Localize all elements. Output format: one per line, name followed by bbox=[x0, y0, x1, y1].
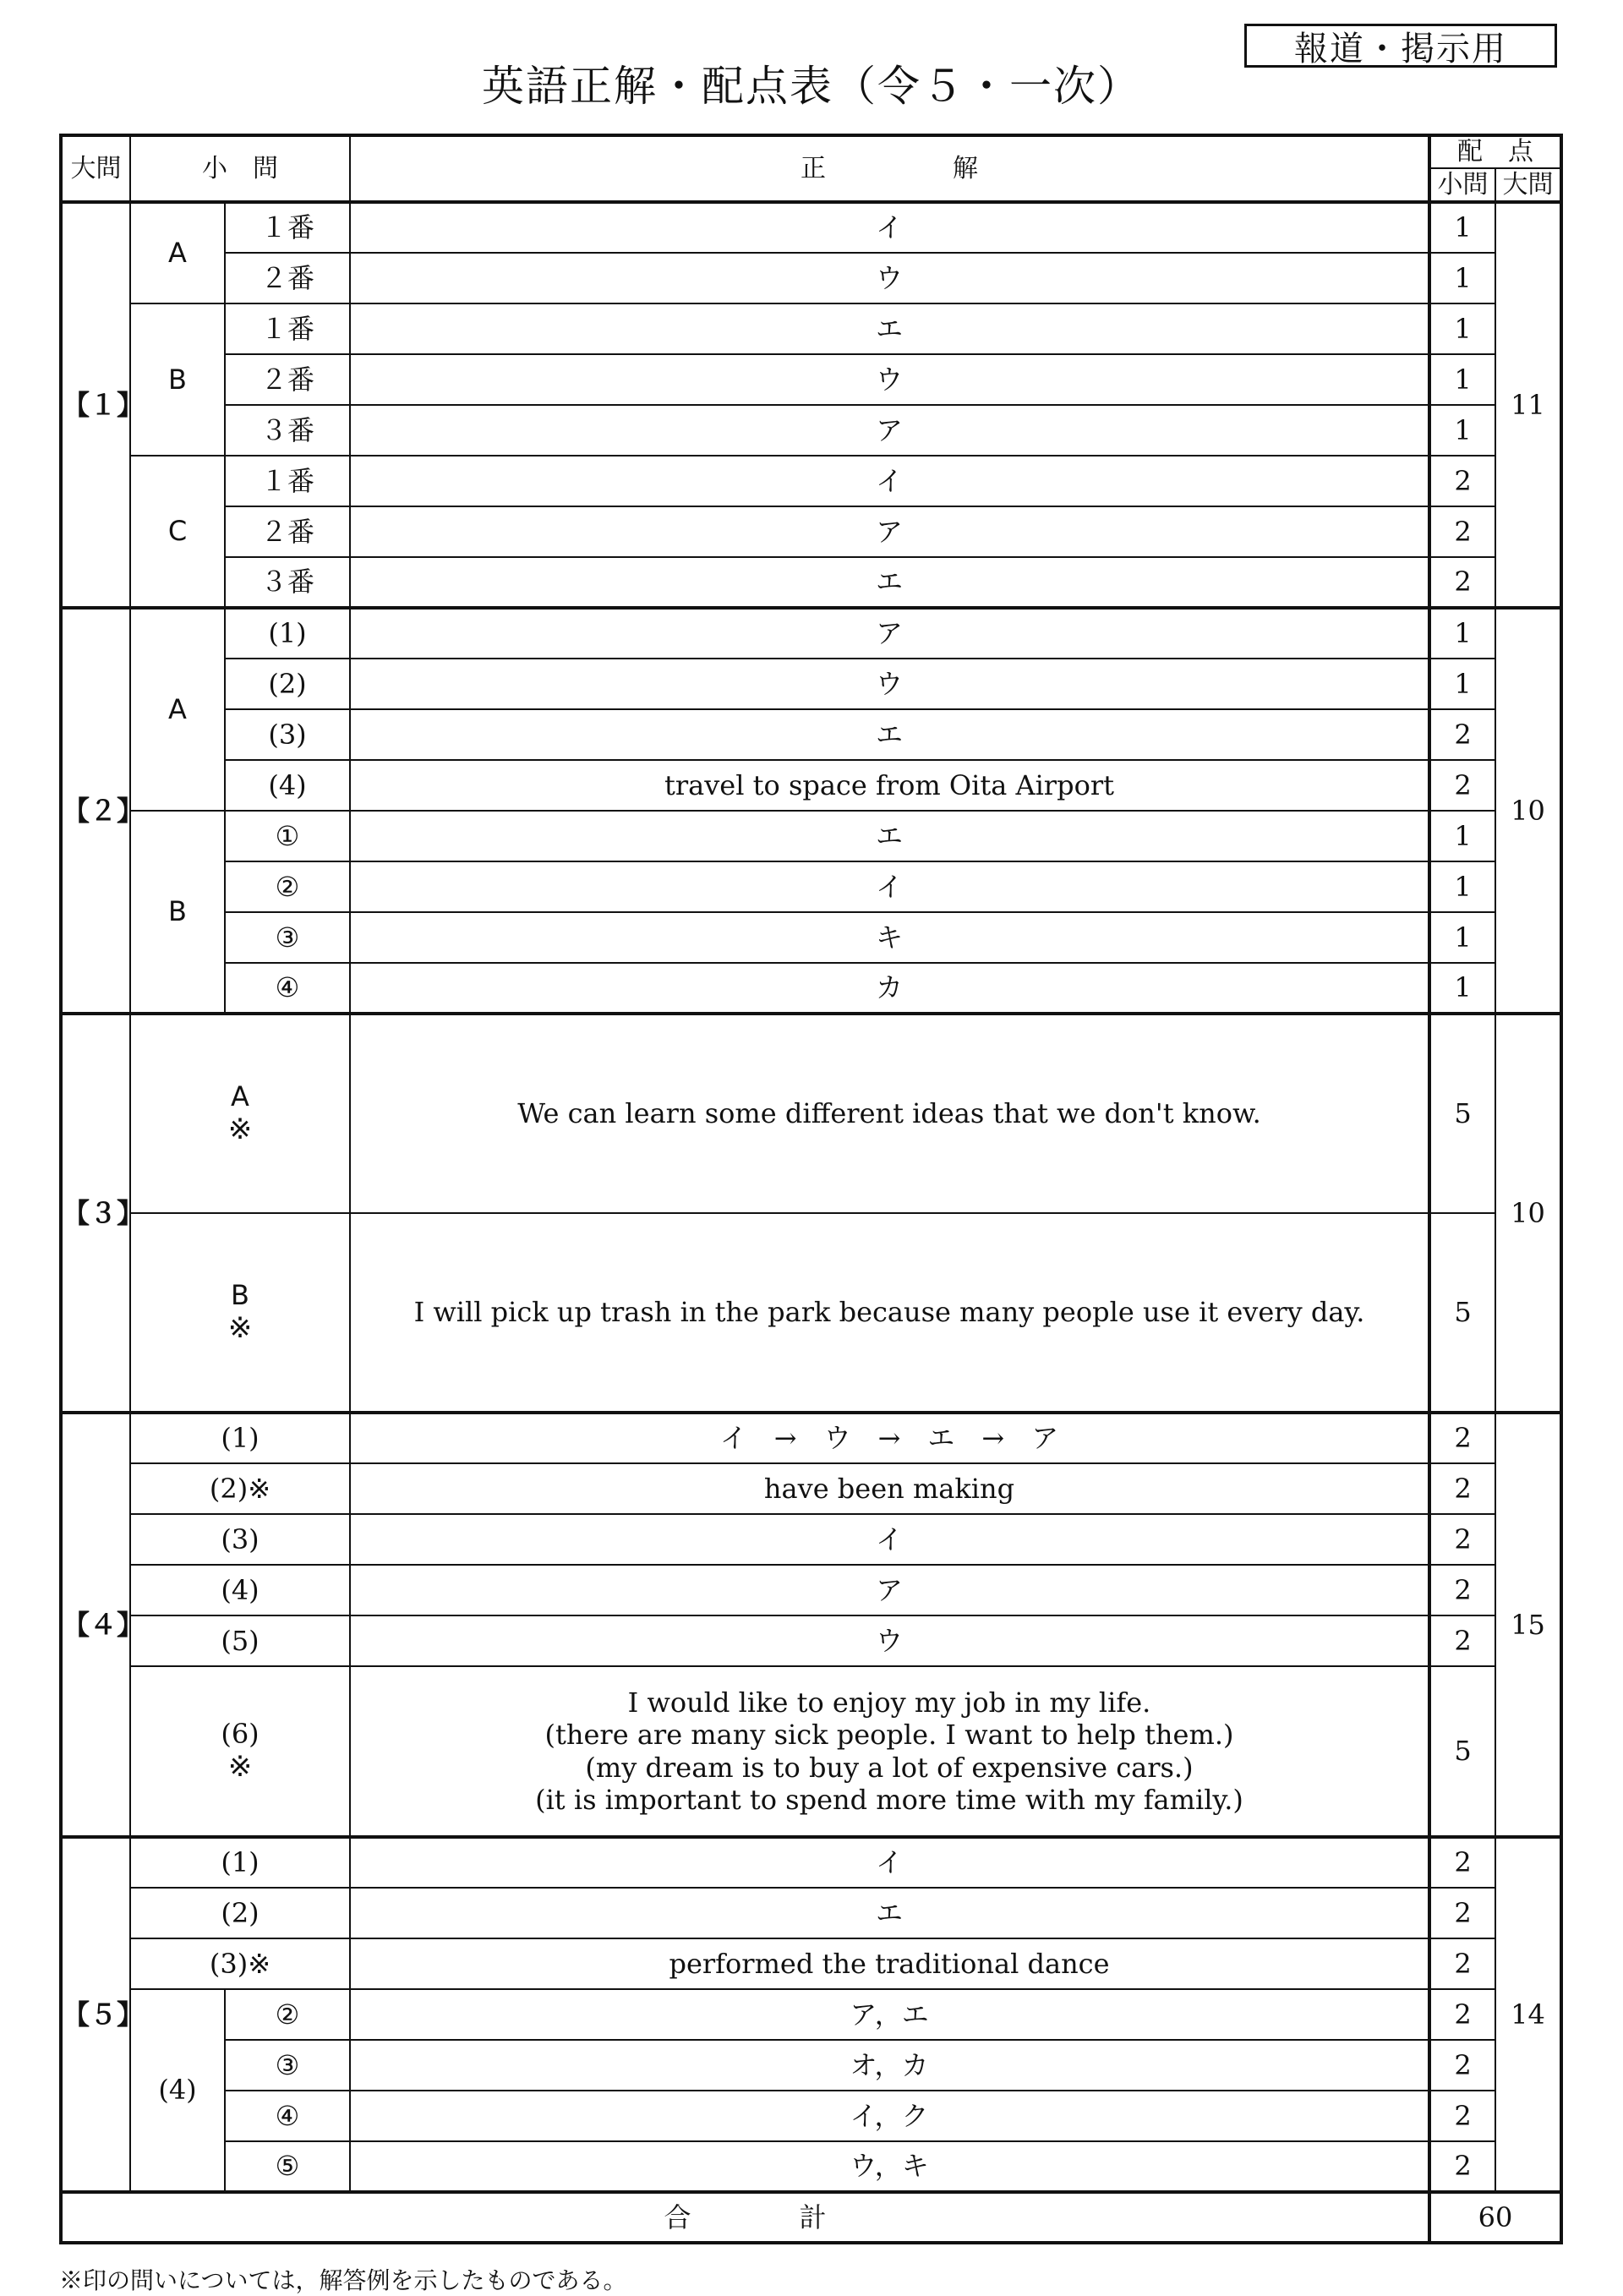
q4-six-label bbox=[130, 1666, 350, 1837]
sub-label: B bbox=[231, 1278, 249, 1311]
sub-label: (2) bbox=[225, 659, 350, 709]
answer-line: (there are many sick people. I want to help them.) bbox=[544, 1719, 1234, 1752]
q3-label: 【３】 bbox=[61, 1014, 130, 1413]
q2-label: 【２】 bbox=[61, 608, 130, 1014]
points-cell: 1 bbox=[1429, 303, 1495, 354]
answer-cell: I will pick up trash in the park because many people use it every day. bbox=[350, 1213, 1429, 1413]
answer-cell: キ bbox=[350, 912, 1429, 963]
answer-cell: エ bbox=[350, 557, 1429, 608]
table-row bbox=[61, 1565, 1561, 1615]
table-row bbox=[61, 709, 1561, 760]
sub-label: (5) bbox=[130, 1615, 350, 1666]
answer-line: I would like to enjoy my job in my life. bbox=[627, 1686, 1151, 1719]
table-row bbox=[61, 557, 1561, 608]
table-row bbox=[61, 1888, 1561, 1938]
q5-label: 【５】 bbox=[61, 1837, 130, 2192]
table-row bbox=[61, 811, 1561, 861]
table-row bbox=[61, 760, 1561, 811]
q1-total: 11 bbox=[1495, 202, 1561, 608]
header-shomon: 小 問 bbox=[130, 135, 350, 202]
points-cell: 2 bbox=[1429, 2040, 1495, 2091]
points-cell: 2 bbox=[1429, 2091, 1495, 2141]
points-cell: 5 bbox=[1429, 1014, 1495, 1213]
points-cell: 2 bbox=[1429, 1888, 1495, 1938]
sub-label: (3)※ bbox=[130, 1938, 350, 1989]
answer-cell: イ bbox=[350, 1514, 1429, 1565]
table-row bbox=[61, 963, 1561, 1014]
q1-label: 【１】 bbox=[61, 202, 130, 608]
table-row bbox=[61, 2141, 1561, 2192]
answer-cell: イ bbox=[350, 456, 1429, 506]
footnote: ※印の問いについては，解答例を示したものである。 bbox=[59, 2266, 627, 2294]
table-row bbox=[61, 456, 1561, 506]
answer-cell: エ bbox=[350, 1888, 1429, 1938]
table-row bbox=[61, 659, 1561, 709]
answer-cell-multiline bbox=[350, 1666, 1429, 1837]
table-row bbox=[61, 303, 1561, 354]
sub-label: ② bbox=[225, 1989, 350, 2040]
header-haiten: 配 点 bbox=[1429, 135, 1561, 168]
total-value: 60 bbox=[1429, 2192, 1561, 2243]
table-row bbox=[61, 1413, 1561, 1463]
table-row bbox=[61, 354, 1561, 405]
points-cell: 1 bbox=[1429, 405, 1495, 456]
answer-cell: ウ bbox=[350, 1615, 1429, 1666]
table-row bbox=[61, 912, 1561, 963]
answer-cell: ア bbox=[350, 506, 1429, 557]
points-cell: 2 bbox=[1429, 709, 1495, 760]
sub-label: ２番 bbox=[225, 506, 350, 557]
header-daimon-pts: 大問 bbox=[1495, 168, 1561, 202]
answer-cell: イ bbox=[350, 202, 1429, 253]
sub-label: (2) bbox=[130, 1888, 350, 1938]
points-cell: 2 bbox=[1429, 1413, 1495, 1463]
answer-cell: travel to space from Oita Airport bbox=[350, 760, 1429, 811]
q4-total: 15 bbox=[1495, 1413, 1561, 1837]
answer-cell: イ，ク bbox=[350, 2091, 1429, 2141]
answer-cell: ア，エ bbox=[350, 1989, 1429, 2040]
points-cell: 1 bbox=[1429, 202, 1495, 253]
sub-label: (4) bbox=[130, 1565, 350, 1615]
table-row bbox=[61, 405, 1561, 456]
q1-a-label: A bbox=[130, 202, 225, 303]
total-label: 合 計 bbox=[61, 2192, 1429, 2243]
sub-label: １番 bbox=[225, 303, 350, 354]
points-cell: 2 bbox=[1429, 506, 1495, 557]
points-cell: 2 bbox=[1429, 1989, 1495, 2040]
points-cell: 1 bbox=[1429, 912, 1495, 963]
sub-label: (1) bbox=[130, 1413, 350, 1463]
answer-cell: We can learn some different ideas that we don't know. bbox=[350, 1014, 1429, 1213]
table-row bbox=[61, 506, 1561, 557]
q3-total: 10 bbox=[1495, 1014, 1561, 1413]
points-cell: 1 bbox=[1429, 861, 1495, 912]
q2-b-label: B bbox=[130, 811, 225, 1014]
table-row bbox=[61, 1837, 1561, 1888]
points-cell: 2 bbox=[1429, 557, 1495, 608]
points-cell: 1 bbox=[1429, 963, 1495, 1014]
page-title: 英語正解・配点表（令５・一次） bbox=[482, 62, 1141, 111]
sub-label: １番 bbox=[225, 202, 350, 253]
points-cell: 1 bbox=[1429, 608, 1495, 659]
table-row bbox=[61, 1615, 1561, 1666]
sub-label: １番 bbox=[225, 456, 350, 506]
sub-label: (1) bbox=[225, 608, 350, 659]
points-cell: 1 bbox=[1429, 811, 1495, 861]
answer-cell: イ bbox=[350, 861, 1429, 912]
sub-label: (4) bbox=[225, 760, 350, 811]
header-daimon: 大問 bbox=[61, 135, 130, 202]
answer-cell: イ bbox=[350, 1837, 1429, 1888]
header-row bbox=[61, 135, 1561, 168]
sub-label: (1) bbox=[130, 1837, 350, 1888]
answer-line: (it is important to spend more time with my family.) bbox=[535, 1783, 1243, 1816]
table-row bbox=[61, 1989, 1561, 2040]
table-row bbox=[61, 861, 1561, 912]
points-cell: 1 bbox=[1429, 354, 1495, 405]
table-row bbox=[61, 202, 1561, 253]
table-row bbox=[61, 1213, 1561, 1413]
answer-cell: performed the traditional dance bbox=[350, 1938, 1429, 1989]
points-cell: 2 bbox=[1429, 2141, 1495, 2192]
q1-b-label: B bbox=[130, 303, 225, 456]
answer-cell: ウ bbox=[350, 354, 1429, 405]
q1-c-label: C bbox=[130, 456, 225, 608]
sub-label: ③ bbox=[225, 2040, 350, 2091]
answer-cell: ア bbox=[350, 405, 1429, 456]
sub-label: ③ bbox=[225, 912, 350, 963]
points-cell: 5 bbox=[1429, 1666, 1495, 1837]
sub-label: ④ bbox=[225, 2091, 350, 2141]
table-row bbox=[61, 2040, 1561, 2091]
points-cell: 2 bbox=[1429, 1463, 1495, 1514]
header-seikai: 正 解 bbox=[350, 135, 1429, 202]
points-cell: 2 bbox=[1429, 1615, 1495, 1666]
answer-cell: オ，カ bbox=[350, 2040, 1429, 2091]
sub-label: (3) bbox=[130, 1514, 350, 1565]
sub-label: (3) bbox=[225, 709, 350, 760]
points-cell: 2 bbox=[1429, 456, 1495, 506]
sample-answer-mark: ※ bbox=[227, 1311, 253, 1346]
total-row bbox=[61, 2192, 1561, 2243]
table-row bbox=[61, 1514, 1561, 1565]
q5-four-label: (4) bbox=[130, 1989, 225, 2192]
points-cell: 2 bbox=[1429, 1565, 1495, 1615]
sub-label: ３番 bbox=[225, 557, 350, 608]
points-cell: 1 bbox=[1429, 659, 1495, 709]
q3-a-label bbox=[130, 1014, 350, 1213]
table-row bbox=[61, 1666, 1561, 1837]
points-cell: 2 bbox=[1429, 760, 1495, 811]
sub-label: ３番 bbox=[225, 405, 350, 456]
sub-label: (2)※ bbox=[130, 1463, 350, 1514]
points-cell: 5 bbox=[1429, 1213, 1495, 1413]
answer-cell: イ → ウ → エ → ア bbox=[350, 1413, 1429, 1463]
sub-label: (6) bbox=[221, 1717, 260, 1750]
q2-a-label: A bbox=[130, 608, 225, 811]
answer-cell: カ bbox=[350, 963, 1429, 1014]
table-row bbox=[61, 1014, 1561, 1213]
answer-cell: エ bbox=[350, 303, 1429, 354]
header-shomon-pts: 小問 bbox=[1429, 168, 1495, 202]
sub-label: A bbox=[231, 1080, 249, 1112]
answer-cell: ウ bbox=[350, 253, 1429, 303]
usage-badge: 報道・掲示用 bbox=[1244, 24, 1557, 68]
sample-answer-mark: ※ bbox=[227, 1750, 253, 1785]
table-row bbox=[61, 253, 1561, 303]
q3-b-label bbox=[130, 1213, 350, 1413]
answer-cell: ア bbox=[350, 1565, 1429, 1615]
points-cell: 2 bbox=[1429, 1514, 1495, 1565]
points-cell: 2 bbox=[1429, 1837, 1495, 1888]
q4-label: 【４】 bbox=[61, 1413, 130, 1837]
sub-label: ２番 bbox=[225, 253, 350, 303]
answer-cell: エ bbox=[350, 709, 1429, 760]
table-row bbox=[61, 1463, 1561, 1514]
sub-label: ⑤ bbox=[225, 2141, 350, 2192]
answer-cell: ア bbox=[350, 608, 1429, 659]
table-row bbox=[61, 2091, 1561, 2141]
answer-line: (my dream is to buy a lot of expensive cars.) bbox=[585, 1751, 1194, 1784]
points-cell: 2 bbox=[1429, 1938, 1495, 1989]
answer-table bbox=[59, 134, 1563, 2244]
answer-cell: ウ bbox=[350, 659, 1429, 709]
answer-cell: エ bbox=[350, 811, 1429, 861]
sub-label: ２番 bbox=[225, 354, 350, 405]
table-row bbox=[61, 1938, 1561, 1989]
q2-total: 10 bbox=[1495, 608, 1561, 1014]
answer-cell: have been making bbox=[350, 1463, 1429, 1514]
sub-label: ① bbox=[225, 811, 350, 861]
sub-label: ④ bbox=[225, 963, 350, 1014]
answer-cell: ウ，キ bbox=[350, 2141, 1429, 2192]
sub-label: ② bbox=[225, 861, 350, 912]
table-row bbox=[61, 608, 1561, 659]
points-cell: 1 bbox=[1429, 253, 1495, 303]
sample-answer-mark: ※ bbox=[227, 1112, 253, 1147]
q5-total: 14 bbox=[1495, 1837, 1561, 2192]
